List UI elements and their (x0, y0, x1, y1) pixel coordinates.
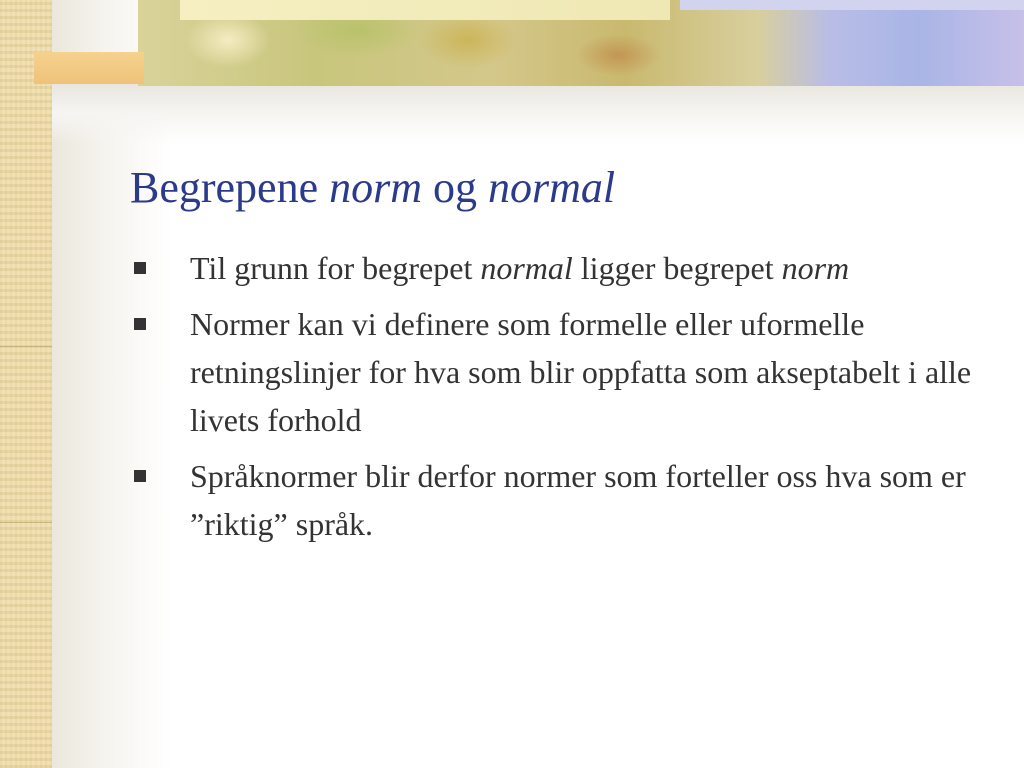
bullet-text: ligger begrepet (572, 250, 782, 286)
strip-seam (0, 346, 52, 347)
square-bullet-icon (134, 262, 146, 274)
bullet-italic: normal (480, 250, 573, 286)
list-item (130, 300, 1000, 444)
bullet-text: Språknormer blir derfor normer som forteller oss hva som er ”riktig” språk. (190, 458, 966, 542)
bullet-italic: norm (781, 250, 850, 286)
banner-highlight (180, 0, 670, 20)
banner-tab (34, 52, 144, 84)
bullet-text: Til grunn for begrepet (190, 250, 481, 286)
title-text: Begrepene (130, 163, 330, 212)
list-item (130, 244, 1000, 292)
title-italic-normal: normal (488, 163, 616, 212)
list-item (130, 452, 1000, 548)
title-italic-norm: norm (329, 163, 423, 212)
banner-shadow (52, 84, 1024, 144)
square-bullet-icon (134, 318, 146, 330)
bullet-text: Normer kan vi definere som formelle eller uformelle retningslinjer for hva som blir oppfatta som akseptabelt i alle livets forhold (190, 306, 972, 438)
strip-seam (0, 522, 52, 523)
top-banner (0, 0, 1024, 140)
title-text: og (422, 163, 489, 212)
banner-blue-strip (680, 0, 1024, 10)
slide-title (130, 160, 990, 216)
bullet-list (130, 244, 1000, 556)
square-bullet-icon (134, 470, 146, 482)
